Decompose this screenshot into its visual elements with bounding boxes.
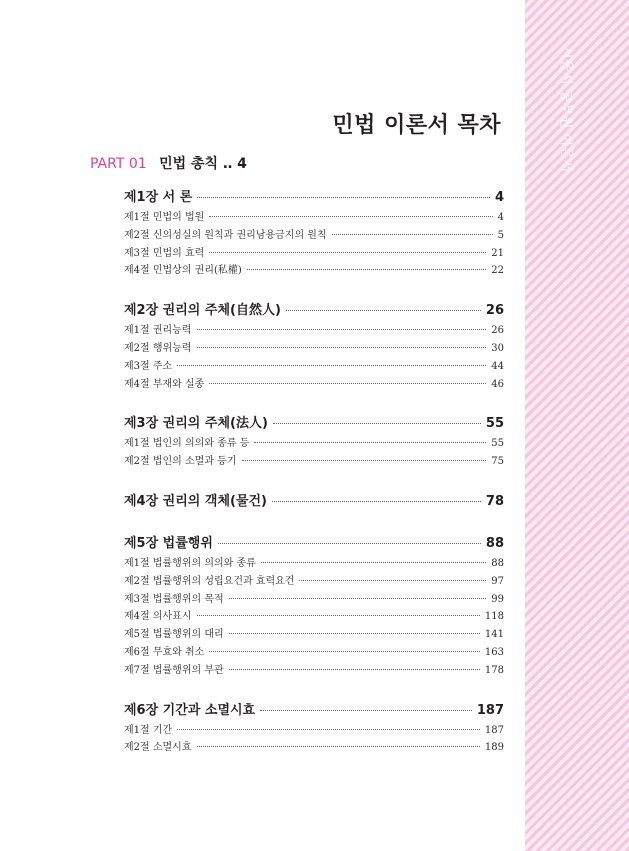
chapter-block	[124, 412, 504, 470]
chapter-block	[124, 699, 504, 757]
section-entry[interactable]	[124, 590, 504, 608]
dot-leader	[197, 197, 490, 198]
chapter-entry[interactable]	[124, 532, 504, 554]
dot-leader	[209, 383, 486, 384]
section-entry[interactable]	[124, 339, 504, 357]
dot-leader	[197, 329, 487, 330]
dot-leader	[209, 252, 486, 253]
chapter-entry[interactable]	[124, 490, 504, 512]
dot-leader	[209, 216, 492, 217]
table-of-contents	[124, 186, 504, 776]
dot-leader	[209, 651, 480, 652]
section-entry[interactable]	[124, 554, 504, 572]
section-entry-page-number: 4	[497, 212, 504, 223]
dot-leader	[299, 580, 486, 581]
chapter-entry[interactable]	[124, 412, 504, 434]
chapter-entry-label: 제2장 권리의 주체(自然人)	[124, 303, 281, 319]
chapter-entry-page-number: 55	[485, 416, 504, 432]
chapter-entry-label: 제1장 서 론	[124, 190, 193, 205]
section-entry-page-number: 44	[491, 360, 504, 372]
chapter-entry-label: 제5장 법률행위	[124, 535, 213, 551]
section-entry-page-number: 189	[484, 742, 504, 754]
section-entry[interactable]	[124, 357, 504, 375]
section-entry-label: 제1절 법인의 의의와 종류 등	[124, 438, 250, 450]
section-entry-label: 제7절 법률행위의 부관	[124, 664, 224, 676]
dot-leader	[247, 269, 486, 270]
side-label-text: 서울시 공무원 이론서	[558, 46, 573, 173]
dot-leader	[218, 543, 481, 544]
section-entry-label: 제3절 주소	[124, 360, 173, 372]
section-entry-label: 제3절 민법의 효력	[124, 247, 205, 259]
section-entry[interactable]	[124, 607, 504, 625]
section-entry-page-number: 55	[491, 438, 504, 450]
chapter-entry[interactable]	[124, 699, 504, 721]
chapter-entry-page-number: 4	[494, 190, 504, 205]
chapter-entry[interactable]	[124, 186, 504, 208]
section-entry[interactable]	[124, 572, 504, 590]
chapter-block	[124, 490, 504, 512]
section-entry[interactable]	[124, 226, 504, 244]
section-entry-page-number: 46	[491, 378, 504, 390]
decorative-side-band	[525, 0, 629, 851]
part-heading	[90, 153, 247, 173]
section-entry[interactable]	[124, 244, 504, 262]
dot-leader	[229, 669, 480, 670]
section-entry-label: 제1절 기간	[124, 724, 173, 736]
section-entry[interactable]	[124, 625, 504, 643]
chapter-entry-page-number: 187	[476, 702, 504, 718]
dot-leader	[261, 562, 486, 563]
dot-leader	[197, 746, 480, 747]
section-entry-page-number: 178	[484, 664, 504, 676]
section-entry-page-number: 88	[491, 557, 504, 569]
section-entry-page-number: 30	[491, 342, 504, 354]
section-entry[interactable]	[124, 261, 504, 279]
section-entry[interactable]	[124, 738, 504, 756]
section-entry-label: 제4절 부재와 실종	[124, 378, 205, 390]
section-entry[interactable]	[124, 208, 504, 226]
dot-leader	[197, 347, 487, 348]
dot-leader	[286, 310, 481, 311]
dot-leader	[254, 442, 486, 443]
section-entry-label: 제1절 민법의 법원	[124, 212, 205, 223]
section-entry-label: 제2절 신의성실의 원칙과 권리남용금지의 원칙	[124, 229, 327, 241]
chapter-entry-label: 제4장 권리의 객체(물건)	[124, 493, 268, 509]
section-entry-page-number: 26	[491, 325, 504, 337]
section-entry-page-number: 21	[491, 247, 504, 259]
section-entry[interactable]	[124, 721, 504, 739]
section-entry[interactable]	[124, 661, 504, 679]
section-entry-label: 제1절 권리능력	[124, 325, 192, 337]
dot-leader	[273, 423, 481, 424]
section-entry-label: 제4절 민법상의 권리(私權)	[124, 265, 242, 277]
section-entry[interactable]	[124, 452, 504, 470]
section-entry-label: 제4절 의사표시	[124, 611, 192, 623]
dot-leader	[177, 729, 480, 730]
section-entry-page-number: 97	[491, 575, 504, 587]
section-entry[interactable]	[124, 434, 504, 452]
dot-leader	[229, 633, 480, 634]
dot-leader	[197, 615, 480, 616]
section-entry-label: 제3절 법률행위의 목적	[124, 593, 224, 605]
section-entry-page-number: 141	[484, 629, 504, 641]
section-entry-label: 제2절 행위능력	[124, 342, 192, 354]
dot-leader	[260, 710, 472, 711]
section-entry-label: 제1절 법률행위의 의의와 종류	[124, 557, 256, 569]
section-entry-page-number: 22	[491, 265, 504, 277]
chapter-entry-page-number: 88	[485, 535, 504, 551]
dot-leader	[332, 234, 493, 235]
dot-leader	[272, 501, 481, 502]
section-entry-page-number: 99	[491, 593, 504, 605]
chapter-entry[interactable]	[124, 299, 504, 321]
page-title: 민법 이론서 목차	[332, 112, 501, 138]
section-entry-label: 제6절 무효와 취소	[124, 646, 205, 658]
dot-leader	[242, 460, 487, 461]
section-entry-label: 제5절 법률행위의 대리	[124, 629, 224, 641]
chapter-entry-label: 제3장 권리의 주체(法人)	[124, 416, 268, 432]
section-entry-label: 제2절 법률행위의 성립요건과 효력요건	[124, 575, 295, 587]
chapter-block	[124, 186, 504, 279]
section-entry-label: 제2절 소멸시효	[124, 742, 192, 754]
chapter-block	[124, 532, 504, 679]
section-entry[interactable]	[124, 321, 504, 339]
chapter-block	[124, 299, 504, 392]
section-entry[interactable]	[124, 375, 504, 393]
part-title: 민법 총칙 ‥ 4	[159, 156, 247, 172]
chapter-entry-page-number: 26	[485, 303, 504, 319]
section-entry-page-number: 187	[484, 724, 504, 736]
chapter-entry-label: 제6장 기간과 소멸시효	[124, 702, 256, 718]
part-number: PART 01	[90, 156, 147, 172]
section-entry-label: 제2절 법인의 소멸과 등기	[124, 456, 237, 468]
chapter-entry-page-number: 78	[485, 493, 504, 509]
dot-leader	[177, 365, 486, 366]
section-entry-page-number: 163	[484, 646, 504, 658]
section-entry-page-number: 5	[497, 229, 504, 241]
dot-leader	[229, 598, 487, 599]
section-entry-page-number: 75	[491, 456, 504, 468]
section-entry-page-number: 118	[484, 611, 504, 623]
section-entry[interactable]	[124, 643, 504, 661]
